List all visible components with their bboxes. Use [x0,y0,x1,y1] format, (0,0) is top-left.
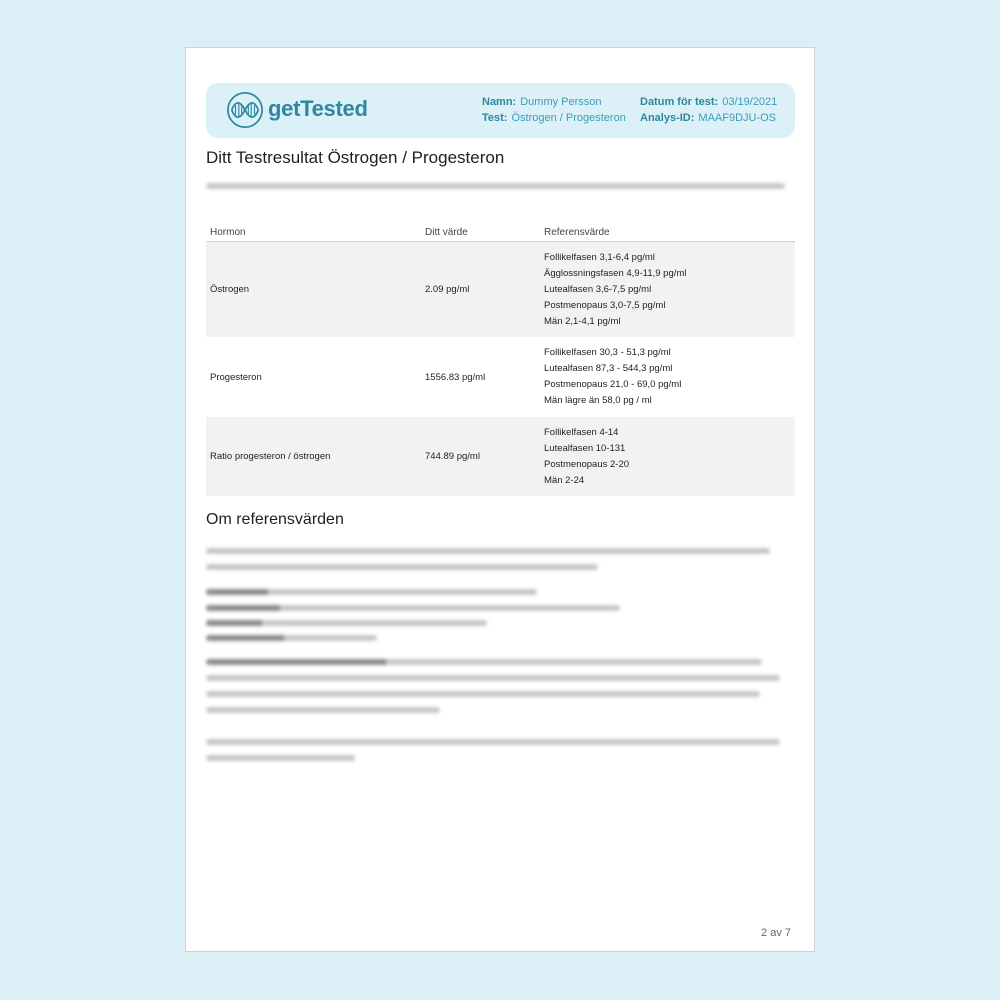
blurred-text-line [206,183,785,189]
patient-name-field [482,95,602,109]
reference-range: Lutealfasen 10-131 [544,442,626,454]
blurred-text-line [206,691,760,697]
blurred-text-line [206,635,377,641]
document-page [185,47,815,952]
hormone-name: Östrogen [210,284,250,295]
reference-range: Follikelfasen 3,1-6,4 pg/ml [544,251,655,263]
blurred-text-line [206,675,780,681]
reference-range: Lutealfasen 87,3 - 544,3 pg/ml [544,363,673,374]
reference-range: Postmenopaus 2-20 [544,458,630,470]
results-table [206,225,795,496]
reference-range-list [544,345,795,409]
reference-range: Follikelfasen 30,3 - 51,3 pg/ml [544,347,671,358]
blurred-text-line [206,739,780,745]
column-header-value: Ditt värde [425,227,468,238]
blurred-text-line [206,589,537,595]
blurred-text-line [206,548,770,554]
field-label: Datum för test: [640,96,719,108]
field-value: Dummy Persson [520,96,602,108]
table-row [206,242,795,337]
page-title: Ditt Testresultat Östrogen / Progesteron [206,148,505,167]
reference-range-list [544,250,795,330]
table-header-row [206,225,795,242]
column-header-reference: Referensvärde [544,227,610,238]
hormone-name: Ratio progesteron / östrogen [210,451,331,462]
page-number: 2 av 7 [761,927,791,939]
reference-range: Lutealfasen 3,6-7,5 pg/ml [544,283,652,295]
blurred-text-line [206,605,620,611]
reference-range: Män lägre än 58,0 pg / ml [544,395,652,406]
reference-range: Postmenopaus 21,0 - 69,0 pg/ml [544,379,682,390]
blurred-text-line [206,707,440,713]
field-value: 03/19/2021 [722,96,778,108]
reference-range-list [544,425,795,489]
header-banner [206,83,795,138]
field-value: Östrogen / Progesteron [511,112,626,124]
blurred-text-line [206,659,762,665]
column-header-hormone: Hormon [210,227,246,238]
blurred-text-line [206,755,355,761]
hormone-value: 1556.83 pg/ml [425,371,486,383]
field-label: Namn: [482,96,517,108]
field-value: MAAF9DJU-OS [698,112,777,124]
brand-logo-text: getTested [268,96,368,121]
test-type-field [482,111,626,125]
table-row [206,337,795,417]
dna-circle-icon [226,91,264,129]
blurred-text-line [206,564,598,570]
test-date-field [640,95,777,109]
table-row [206,417,795,496]
reference-range: Postmenopaus 3,0-7,5 pg/ml [544,299,666,311]
analysis-id-field [640,111,776,125]
blurred-text-line [206,620,487,626]
section-heading: Om referensvärden [206,511,344,528]
reference-range: Män 2-24 [544,474,585,486]
hormone-value: 744.89 pg/ml [425,451,480,462]
field-label: Test: [482,112,508,124]
reference-range: Män 2,1-4,1 pg/ml [544,315,621,327]
hormone-value: 2.09 pg/ml [425,284,470,295]
reference-range: Follikelfasen 4-14 [544,426,619,438]
reference-range: Ägglossningsfasen 4,9-11,9 pg/ml [544,267,687,279]
hormone-name: Progesteron [210,371,262,383]
field-label: Analys-ID: [640,112,695,124]
